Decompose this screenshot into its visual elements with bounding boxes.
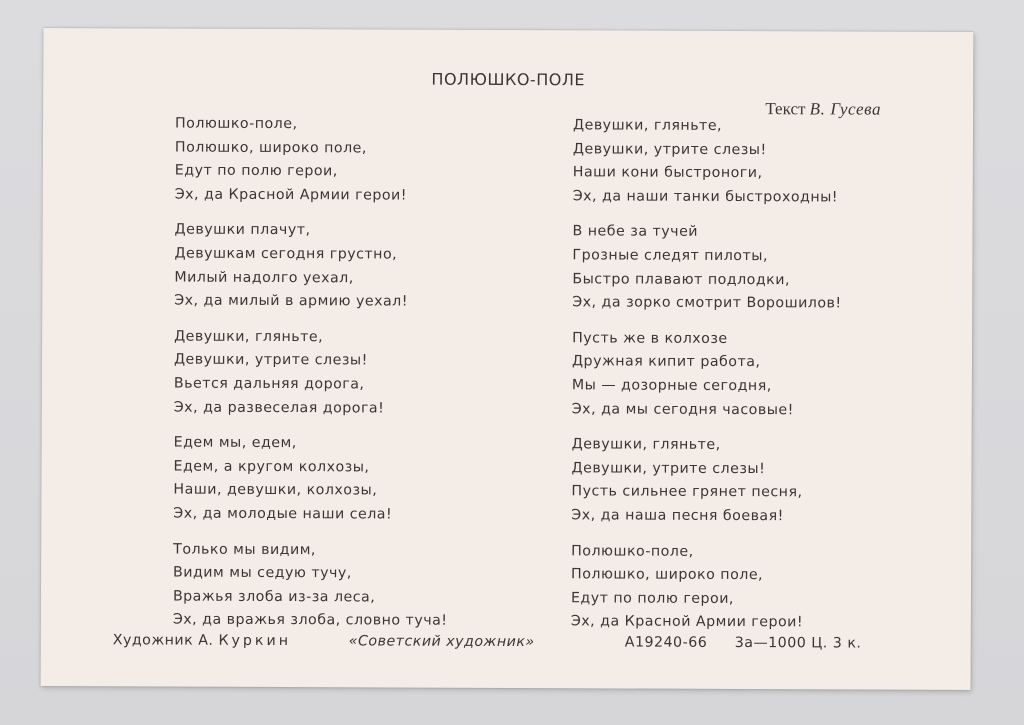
lyric-line: Полюшко-поле, — [571, 542, 694, 560]
song-title: ПОЛЮШКО-ПОЛЕ — [431, 69, 586, 90]
print-code: А19240-66 — [624, 634, 708, 651]
lyric-line: Едем мы, едем, — [173, 434, 297, 452]
lyric-line: Быстро плавают подлодки, — [572, 270, 791, 288]
lyric-line: Девушки, утрите слезы! — [572, 140, 767, 158]
print-run-price: 3а—1000 Ц. 3 к. — [734, 634, 862, 652]
stanza — [571, 433, 841, 529]
lyric-line: Едут по полю герои, — [570, 589, 734, 607]
lyric-line: Девушки, гляньте, — [571, 436, 721, 454]
lyric-line: Пусть сильнее грянет песня, — [571, 483, 803, 501]
lyric-line: Милый надолго уехал, — [174, 269, 354, 286]
lyric-line: Девушки плачут, — [174, 221, 311, 239]
lyric-line: Эх, да Красной Армии герои! — [174, 186, 407, 204]
lyric-line: Едем, а кругом колхозы, — [173, 458, 370, 476]
lyric-line: Полюшко, широко поле, — [174, 139, 367, 156]
lyric-line: Девушкам сегодня грустно, — [174, 245, 398, 263]
lyric-line: Видим мы седую тучу, — [173, 564, 352, 582]
lyric-line: Эх, да вражья злоба, словно туча! — [172, 611, 448, 630]
stanza — [572, 221, 842, 317]
lyrics-left-column — [173, 113, 450, 646]
lyric-line: Эх, да наша песня боевая! — [571, 507, 784, 525]
postcard — [41, 28, 974, 690]
lyric-line: Эх, да милый в армию уехал! — [174, 292, 408, 310]
stanza — [572, 327, 842, 423]
lyric-line: Девушки, утрите слезы! — [571, 460, 766, 477]
lyric-line: Полюшко-поле, — [174, 115, 298, 133]
author-prefix: Текст — [765, 99, 806, 119]
lyric-line: Эх, да наши танки быстроходны! — [572, 188, 839, 206]
lyric-line: Грозные следят пилоты, — [572, 247, 769, 265]
stanza — [571, 540, 841, 636]
lyric-line: Полюшко, широко поле, — [571, 566, 764, 584]
artist-label: Художник А. — [112, 632, 214, 649]
lyric-line: Наши, девушки, колхозы, — [173, 481, 378, 499]
artist-name: Куркин — [218, 632, 292, 650]
stanza — [174, 219, 449, 315]
lyric-line: Девушки, утрите слезы! — [173, 351, 368, 369]
publisher: «Советский художник» — [348, 633, 535, 651]
lyric-line: Эх, да развеселая дорога! — [173, 399, 385, 416]
lyric-line: Эх, да молодые наши села! — [173, 505, 393, 523]
lyrics-right-column — [571, 114, 843, 647]
stanza — [173, 538, 448, 634]
lyric-line: Пусть же в колхозе — [572, 330, 728, 347]
lyric-line: Эх, да мы сегодня часовые! — [571, 400, 794, 418]
lyric-line: Только мы видим, — [173, 541, 316, 558]
lyric-line: Дружная кипит работа, — [571, 353, 761, 371]
stanza — [174, 325, 449, 421]
artist-credit — [113, 632, 291, 649]
lyric-line: Девушки, гляньте, — [572, 117, 723, 134]
lyric-line: Девушки, гляньте, — [174, 328, 324, 345]
lyric-line: Эх, да зорко смотрит Ворошилов! — [572, 294, 842, 312]
stanza — [175, 113, 450, 209]
lyric-line: В небе за тучей — [572, 223, 699, 241]
lyric-line: Вражья злоба из-за леса, — [172, 588, 376, 606]
lyric-line: Наши кони быстроноги, — [572, 164, 763, 182]
lyric-line: Эх, да Красной Армии герои! — [570, 613, 804, 631]
lyric-line: Мы — дозорные сегодня, — [571, 377, 772, 395]
lyric-line: Вьется дальняя дорога, — [173, 375, 365, 393]
author-name: В. Гусева — [809, 99, 882, 119]
stanza — [573, 114, 843, 210]
lyric-line: Едут по полю герои, — [174, 162, 338, 180]
stanza — [173, 432, 448, 528]
